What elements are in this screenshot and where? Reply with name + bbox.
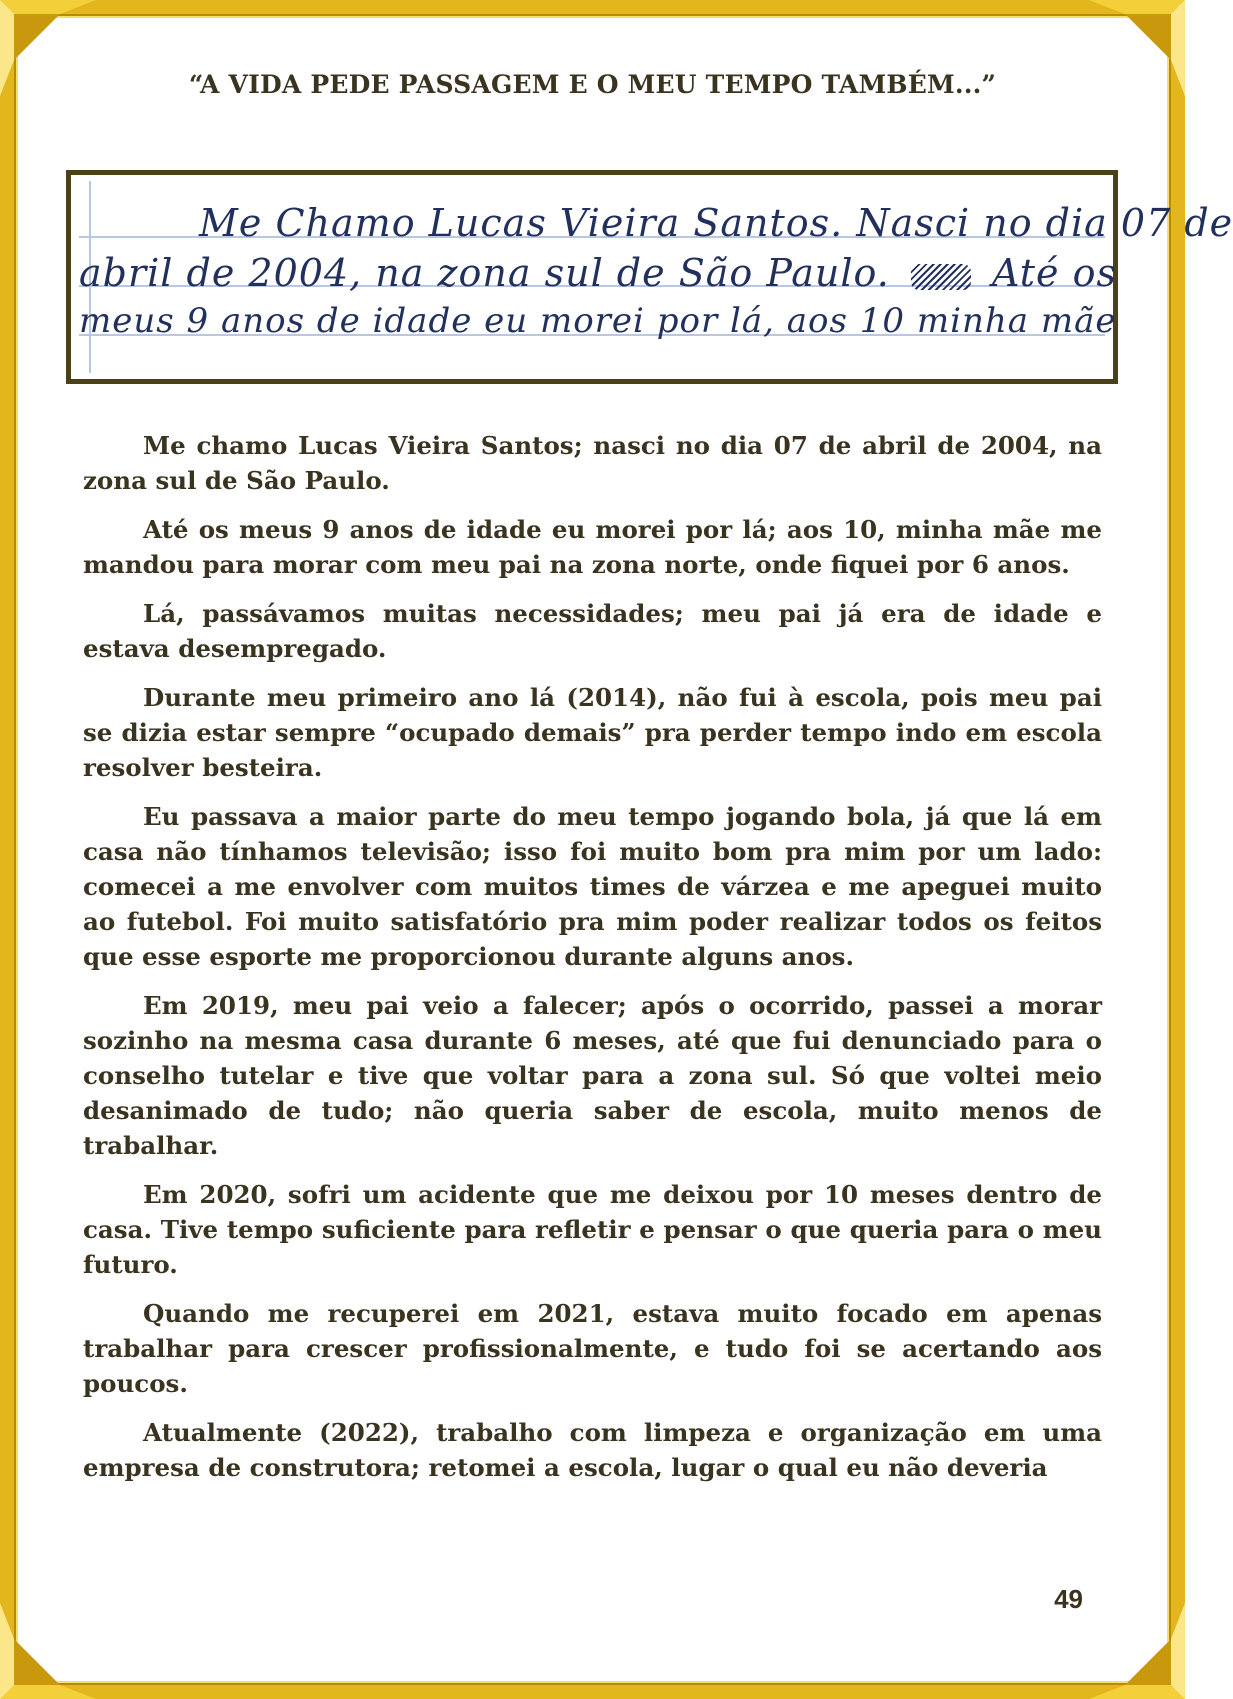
page-number: 49 — [1054, 1584, 1083, 1614]
corner-ornament — [0, 1603, 96, 1699]
paragraph: Me chamo Lucas Vieira Santos; nasci no dia 07 de abril de 2004, na zona sul de São Paulo. — [83, 431, 1102, 495]
handwritten-line-2 — [79, 251, 1117, 295]
paragraph: Quando me recuperei em 2021, estava muito focado em apenas trabalhar para crescer profissionalmente, e tudo foi se acertando aos poucos. — [83, 1299, 1102, 1398]
paragraph: Até os meus 9 anos de idade eu morei por lá; aos 10, minha mãe me mandou para morar com meu pai na zona norte, onde fiquei por 6 anos. — [83, 515, 1102, 579]
paragraph: Durante meu primeiro ano lá (2014), não fui à escola, pois meu pai se dizia estar sempre “ocupado demais” pra perder tempo indo em escola resolver besteira. — [83, 683, 1102, 782]
handwritten-line-2-end: Até os — [991, 251, 1117, 295]
paragraph: Eu passava a maior parte do meu tempo jogando bola, já que lá em casa não tínhamos televisão; isso foi muito bom pra mim por um lado: comecei a me envolver com muitos times de várzea e me apeguei muito ao futebol. Foi muito satisfatório pra mim poder realizar todos os feitos que esse esporte me proporcionou durante alguns anos. — [83, 802, 1102, 971]
handwritten-excerpt — [66, 170, 1233, 384]
handwritten-line-1: Me Chamo Lucas Vieira Santos. Nasci no dia 07 de — [199, 201, 1233, 245]
corner-ornament — [1089, 1603, 1185, 1699]
crossed-out-scribble — [911, 264, 971, 290]
paragraph: Lá, passávamos muitas necessidades; meu pai já era de idade e estava desempregado. — [83, 599, 1102, 663]
paragraph: Em 2020, sofri um acidente que me deixou por 10 meses dentro de casa. Tive tempo suficiente para refletir e pensar o que queria para o meu futuro. — [83, 1180, 1102, 1279]
paragraph: Em 2019, meu pai veio a falecer; após o ocorrido, passei a morar sozinho na mesma casa durante 6 meses, até que fui denunciado para o conselho tutelar e tive que voltar para a zona sul. Só que voltei meio desanimado de tudo; não queria saber de escola, muito menos de trabalhar. — [83, 991, 1102, 1160]
body-text — [83, 428, 1102, 1499]
handwritten-line-3: meus 9 anos de idade eu morei por lá, aos 10 minha mãe — [79, 301, 1117, 341]
paragraph: Atualmente (2022), trabalho com limpeza e organização em uma empresa de construtora; retomei a escola, lugar o qual eu não deveria — [83, 1418, 1102, 1482]
page-header-title: “A VIDA PEDE PASSAGEM E O MEU TEMPO TAMBÉM...” — [188, 70, 997, 99]
lined-paper — [79, 181, 1233, 373]
handwritten-line-2-text: abril de 2004, na zona sul de São Paulo. — [79, 251, 890, 295]
